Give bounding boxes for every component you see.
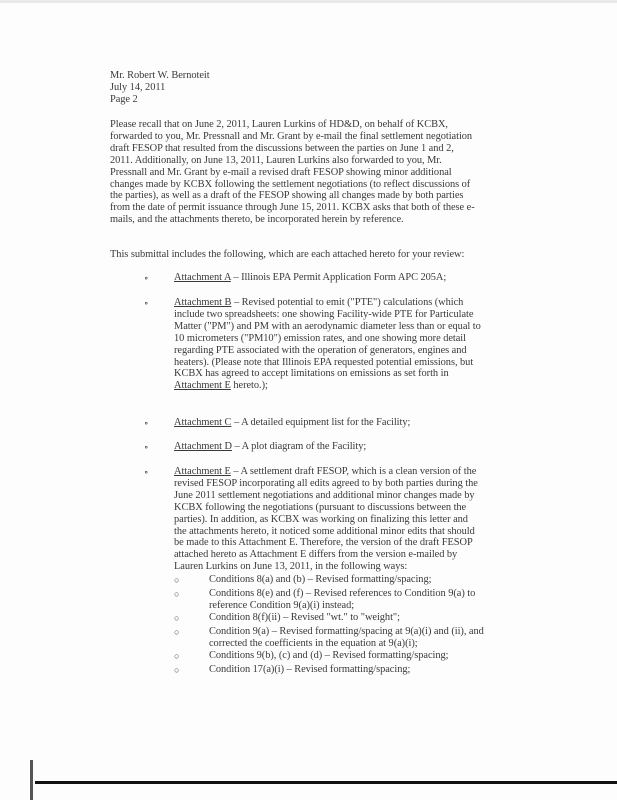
letter-header	[110, 70, 210, 106]
attachment-e-line: the attachments hereto, it noticed some additional minor edits that should	[174, 525, 475, 537]
paragraph-line: draft FESOP that resulted from the discussions between the parties on June 1 and 2,	[110, 142, 454, 154]
attachment-b-line: hereto.);	[230, 380, 268, 392]
attachment-e-line: be made to this Attachment E. Therefore, the version of the draft FESOP	[174, 537, 473, 549]
attachment-b-line: KCBX has agreed to accept limitations on emissions as set forth in	[174, 368, 449, 380]
sub-item	[209, 626, 504, 650]
bullet-icon: ∘	[144, 298, 149, 308]
paragraph-line: forwarded to you, Mr. Pressnall and Mr. Grant by e-mail the final settlement negotiation	[110, 130, 473, 142]
attachment-e-line: parties). In addition, as KCBX was working on finalizing this letter and	[174, 513, 468, 525]
attachment-e-line: Lauren Lurkins on June 13, 2011, in the following ways:	[174, 561, 408, 573]
bullet-icon: ∘	[144, 418, 149, 428]
attachment-b-line: Matter ("PM") and PM with an aerodynamic diameter less than or equal to	[174, 320, 481, 332]
attachment-d-item	[174, 441, 504, 453]
sub-item: Condition 17(a)(i) – Revised formatting/spacing;	[209, 664, 411, 675]
sub-item-line: reference Condition 9(a)(i) instead;	[209, 599, 355, 611]
attachment-d-label: Attachment D	[174, 441, 232, 452]
attachment-e-line: KCBX following the negotiations (pursuant to discussions between the	[174, 501, 467, 513]
paragraph-line: changes made by KCBX following the settlement negotiations (to reflect discussions of	[110, 178, 471, 190]
attachment-b-label: Attachment B	[174, 297, 232, 308]
attachment-c-label: Attachment C	[174, 417, 232, 428]
sub-bullet-icon: ○	[174, 613, 180, 623]
paragraph-line: mails, and the attachments thereto, be incorporated herein by reference.	[110, 214, 404, 226]
sub-item: Condition 8(f)(ii) – Revised "wt." to "weight";	[209, 612, 400, 623]
sub-item-line: Conditions 8(e) and (f) – Revised references to Condition 9(a) to	[209, 588, 476, 599]
bullet-icon: ∘	[144, 442, 149, 452]
paragraph-line: Please recall that on June 2, 2011, Lauren Lurkins of HD&D, on behalf of KCBX,	[110, 119, 448, 130]
sub-item: Conditions 9(b), (c) and (d) – Revised formatting/spacing;	[209, 650, 449, 661]
attachment-a-label: Attachment A	[174, 272, 231, 283]
attachment-e-label: Attachment E	[174, 466, 231, 477]
attachment-e-item	[174, 466, 504, 573]
attachment-b-item	[174, 297, 504, 392]
sub-bullet-icon: ○	[174, 651, 180, 661]
attachment-b-line: – Revised potential to emit ("PTE") calculations (which	[231, 297, 464, 308]
paragraph-line: Pressnall and Mr. Grant by e-mail a revised draft FESOP showing minor additional	[110, 166, 452, 178]
sub-item-line: Condition 9(a) – Revised formatting/spacing at 9(a)(i) and (ii), and	[209, 626, 484, 637]
attachment-e-line: June 2011 settlement negotiations and additional minor changes made by	[174, 489, 475, 501]
attachment-e-line: – A settlement draft FESOP, which is a clean version of the	[230, 466, 477, 477]
attachment-e-line: attached hereto as Attachment E differs from the version e-mailed by	[174, 549, 458, 561]
scan-edge	[0, 0, 617, 3]
letter-date: July 14, 2011	[110, 82, 166, 93]
paragraph-recall	[110, 119, 502, 226]
sub-bullet-icon: ○	[174, 665, 180, 675]
attachment-b-line: heaters). (Please note that Illinois EPA requested potential emissions, but	[174, 356, 474, 368]
page-number: Page 2	[110, 94, 138, 105]
attachment-c-text: – A detailed equipment list for the Facility;	[231, 417, 411, 428]
attachment-a-text: – Illinois EPA Permit Application Form APC 205A;	[230, 272, 447, 283]
attachment-a-item	[174, 272, 504, 284]
scan-bottom-edge	[35, 781, 617, 784]
sub-item-line: corrected the coefficients in the equation at 9(a)(i);	[209, 637, 418, 649]
attachment-b-line: regarding PTE associated with the operation of generators, engines and	[174, 344, 467, 356]
attachment-e-line: revised FESOP incorporating all edits agreed to by both parties during the	[174, 477, 478, 489]
sub-bullet-icon: ○	[174, 627, 180, 637]
attachment-b-line: include two spreadsheets: one showing Facility-wide PTE for Particulate	[174, 308, 474, 320]
bullet-icon: ∘	[144, 273, 149, 283]
sub-bullet-icon: ○	[174, 589, 180, 599]
sub-bullet-icon: ○	[174, 575, 180, 585]
paragraph-line: from the date of permit issuance through June 15, 2011. KCBX asks that both of these e-	[110, 202, 475, 214]
scan-edge-shadow	[30, 760, 33, 800]
recipient-name: Mr. Robert W. Bernoteit	[110, 70, 210, 81]
paragraph-line: the parties), as well as a draft of the FESOP showing all changes made by both parties	[110, 190, 464, 202]
attachment-c-item	[174, 417, 504, 429]
attachment-e-reference: Attachment E	[174, 380, 231, 392]
bullet-icon: ∘	[144, 467, 149, 477]
paragraph-submittal: This submittal includes the following, which are each attached hereto for your review:	[110, 249, 465, 260]
paragraph-line: 2011. Additionally, on June 13, 2011, Lauren Lurkins also forwarded to you, Mr.	[110, 154, 442, 166]
sub-item: Conditions 8(a) and (b) – Revised formatting/spacing;	[209, 574, 432, 585]
sub-item	[209, 588, 504, 612]
attachment-d-text: – A plot diagram of the Facility;	[231, 441, 367, 452]
attachment-b-line: 10 micrometers ("PM10") emission rates, and one showing more detail	[174, 332, 466, 344]
